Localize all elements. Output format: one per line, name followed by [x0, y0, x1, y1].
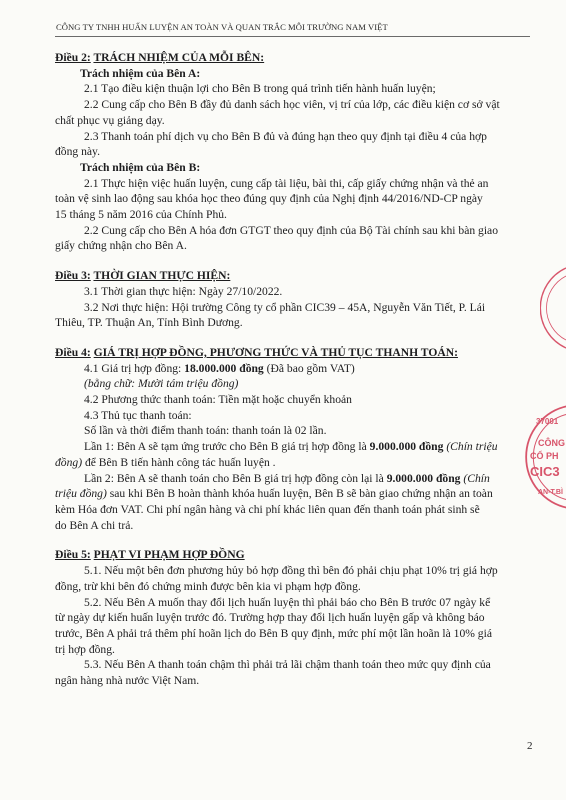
clause-5-2-line2: từ ngày dự kiến huấn luyện trước đó. Trường hợp thay đổi lịch huấn luyện gấp và không báo: [55, 611, 485, 625]
payment-1-line2: [55, 455, 536, 471]
clause-b-2-1-line1: 2.1 Thực hiện việc huấn luyện, cung cấp tài liệu, bài thi, cấp giấy chứng nhận và thẻ an: [84, 176, 489, 190]
clause-3-2-line1: 3.2 Nơi thực hiện: Hội trường Công ty cổ phần CIC39 – 45A, Nguyễn Văn Tiết, P. Lái: [84, 300, 486, 314]
clause-a-2-3-line1: 2.3 Thanh toán phí dịch vụ cho Bên B đủ và đúng hạn theo quy định tại điều 4 của hợp: [84, 129, 487, 143]
stamp-line-4: AN-T.BÌ: [538, 489, 563, 496]
clause-5-3-line1: 5.3. Nếu Bên A thanh toán chậm thì phải trả lãi chậm thanh toán theo mức quy định của: [84, 658, 491, 672]
article-4-label: Điều 4:: [55, 345, 91, 359]
payment-1-rest: để Bên B tiến hành công tác huấn luyện .: [82, 455, 276, 469]
contract-value-in-words: (bằng chữ: Mười tám triệu đồng): [84, 377, 239, 391]
stamp-line-3: CIC3: [530, 464, 560, 479]
payment-1-line1: [55, 439, 536, 455]
company-header: CÔNG TY TNHH HUẤN LUYỆN AN TOÀN VÀ QUAN TRẮC MÔI TRƯỜNG NAM VIỆT: [56, 22, 388, 32]
payment-2-rest-line1: sau khi Bên B hoàn thành khóa huấn luyện, Bên B sẽ bàn giao chứng nhận an toàn: [106, 487, 493, 501]
payment-2-line4: do Bên A chi trả.: [55, 518, 134, 532]
payment-1-words-a: (Chín triệu: [443, 440, 498, 454]
party-b-title: Trách nhiệm của Bên B:: [80, 160, 201, 174]
clause-b-2-1-line3: 15 tháng 5 năm 2016 của Chính Phủ.: [55, 208, 227, 222]
stamp-top-svg: [540, 262, 566, 352]
clause-a-2-2-line1: 2.2 Cung cấp cho Bên B đầy đủ danh sách học viên, vị trí của lớp, các điều kiện cơ sở vật: [84, 98, 500, 112]
stamp-top-fragment: [540, 262, 560, 352]
clause-b-2-2-line2: giấy chứng nhận cho Bên A.: [55, 239, 187, 253]
article-3-heading: [55, 268, 536, 284]
clause-5-2-line4: trị hợp đồng.: [55, 642, 115, 656]
payment-2-words-b: triệu đồng): [55, 487, 107, 501]
party-a-title: Trách nhiệm của Bên A:: [80, 66, 201, 80]
stamp-main-fragment: [524, 402, 566, 512]
clause-a-2-2-line2: chất phục vụ giảng dạy.: [55, 113, 165, 127]
article-3-label: Điều 3:: [55, 269, 91, 283]
document-body: [55, 50, 536, 689]
stamp-number-text: 37001: [536, 417, 559, 426]
payment-2-line2: [55, 486, 536, 502]
contract-value-suffix: (Đã bao gồm VAT): [263, 361, 355, 375]
clause-3-1: 3.1 Thời gian thực hiện: Ngày 27/10/2022.: [84, 284, 283, 298]
stamp-main-svg: [524, 402, 566, 512]
article-4-heading: [55, 345, 536, 361]
clause-4-2: 4.2 Phương thức thanh toán: Tiền mặt hoặc chuyển khoản: [84, 393, 352, 407]
payment-1-words-b: đồng): [55, 455, 83, 469]
article-2-label: Điều 2:: [55, 51, 91, 64]
article-5-heading: [55, 547, 536, 563]
clause-3-2-line2: Thiêu, TP. Thuận An, Tỉnh Bình Dương.: [55, 316, 243, 330]
clause-5-1-line1: 5.1. Nếu một bên đơn phương hủy bỏ hợp đồng thì bên đó phải chịu phạt 10% trị giá hợp: [84, 564, 498, 578]
clause-5-2-line1: 5.2. Nếu Bên A muốn thay đổi lịch huấn luyện thì phải báo cho Bên B trước 07 ngày kể: [84, 595, 491, 609]
clause-b-2-1-line2: toàn vệ sinh lao động sau khóa học theo đúng quy định của Nghị định 44/2016/ND-CP ngày: [55, 192, 483, 206]
header-divider: [55, 36, 530, 37]
clause-a-2-3-line2: đồng này.: [55, 145, 100, 159]
article-3-title: THỜI GIAN THỰC HIỆN:: [93, 269, 231, 283]
contract-value-amount: 18.000.000 đồng: [184, 361, 264, 375]
clause-b-2-2-line1: 2.2 Cung cấp cho Bên A hóa đơn GTGT theo quy định của Bộ Tài chính sau khi bàn giao: [84, 223, 498, 237]
payment-times: Số lần và thời điểm thanh toán: thanh toán là 02 lần.: [84, 424, 327, 438]
payment-1-amount: 9.000.000 đồng: [369, 440, 444, 454]
payment-1-prefix: Lần 1: Bên A sẽ tạm ứng trước cho Bên B giá trị hợp đồng là: [84, 440, 370, 454]
payment-2-line3: kèm Hóa đơn VAT. Chi phí ngân hàng và chi phí khác liên quan đến thanh toán phát sinh sẽ: [55, 502, 480, 516]
article-2-title: TRÁCH NHIỆM CỦA MỖI BÊN:: [93, 51, 265, 64]
clause-4-3: 4.3 Thủ tục thanh toán:: [84, 408, 192, 422]
payment-2-line1: [55, 471, 536, 487]
stamp-line-1: CÔNG: [538, 438, 565, 448]
clause-5-1-line2: đồng, trừ khi bên đó chứng minh được bên kia vi phạm hợp đồng.: [55, 579, 361, 593]
page-number: 2: [527, 740, 533, 752]
clause-5-2-line3: trước, Bên A phải trả thêm phí hoãn lịch do Bên B quy định, mức phí một lần hoãn là 10% giá: [55, 626, 492, 640]
article-4-title: GIÁ TRỊ HỢP ĐỒNG, PHƯƠNG THỨC VÀ THỦ TỤC THANH TOÁN:: [93, 345, 458, 359]
article-2-heading: [55, 50, 536, 66]
payment-2-prefix: Lần 2: Bên A sẽ thanh toán cho Bên B giá trị hợp đồng còn lại là: [84, 471, 387, 485]
stamp-line-2: CỔ PH: [530, 451, 559, 461]
article-5-title: PHẠT VI PHẠM HỢP ĐỒNG: [93, 548, 245, 562]
article-5-label: Điều 5:: [55, 548, 91, 562]
clause-5-3-line2: ngân hàng nhà nước Việt Nam.: [55, 674, 200, 688]
clause-a-2-1: 2.1 Tạo điều kiện thuận lợi cho Bên B trong quá trình tiến hành huấn luyện;: [84, 82, 436, 96]
payment-2-amount: 9.000.000 đồng: [386, 471, 461, 485]
contract-value-prefix: 4.1 Giá trị hợp đồng:: [84, 361, 185, 375]
payment-2-words-a: (Chín: [460, 471, 490, 485]
clause-4-1: [55, 361, 536, 377]
